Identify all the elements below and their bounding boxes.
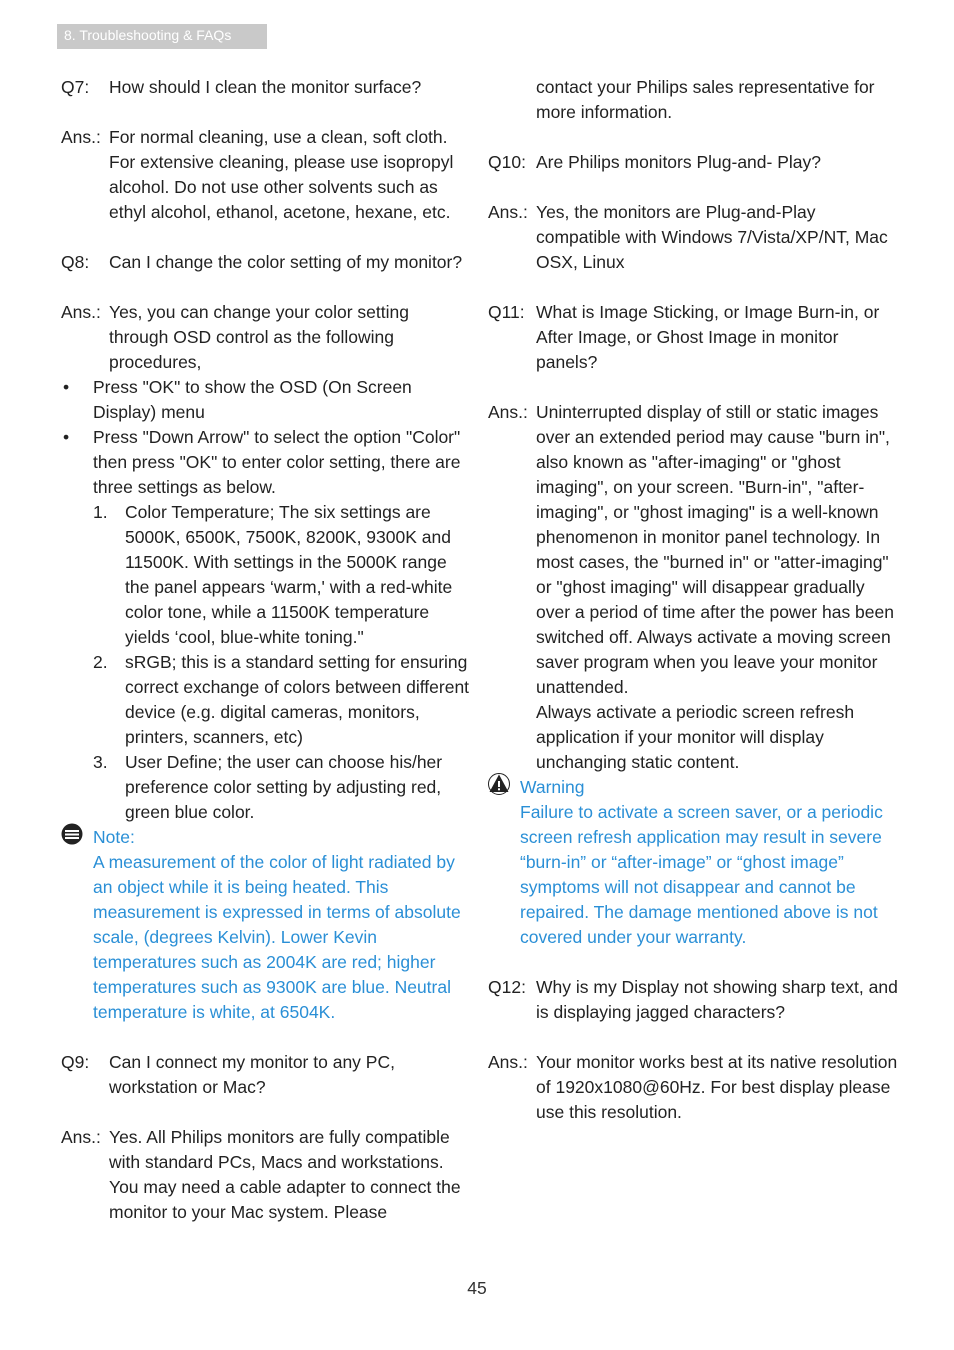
answer-text: Yes, the monitors are Plug-and-Play compatible with Windows 7/Vista/XP/NT, Mac OSX, Linux — [536, 202, 888, 272]
numbered-item — [93, 500, 471, 650]
answer-q11 — [488, 400, 898, 775]
answer-label: Ans.: — [488, 1052, 528, 1072]
question-q8 — [61, 250, 471, 275]
answer-q8 — [61, 300, 471, 375]
answer-text: Your monitor works best at its native resolution of 1920x1080@60Hz. For best display please use this resolution. — [536, 1052, 898, 1122]
numbered-item — [93, 750, 471, 825]
answer-label: Ans.: — [488, 402, 528, 422]
item-text: Color Temperature; The six settings are 5000K, 6500K, 7500K, 8200K, 9300K and 11500K. With settings in the 5000K range the panel appears ‘warm,' with a red-white color tone, while a 11500K temperature yields ‘cool, blue-white toning." — [125, 502, 453, 647]
answer-q10 — [488, 200, 898, 275]
note-title: Note: — [93, 827, 135, 847]
answer-label: Ans.: — [488, 202, 528, 222]
question-text: Are Philips monitors Plug-and- Play? — [536, 152, 821, 172]
question-label: Q12: — [488, 977, 526, 997]
list-item — [61, 375, 471, 425]
warning-text: Failure to activate a screen saver, or a periodic screen refresh application may result in severe “burn-in” or “after-image” or “ghost image” symptoms will not disappear and cannot be repaired. The damage mentioned above is not covered under your warranty. — [520, 802, 883, 947]
left-column — [61, 75, 471, 1225]
answer-label: Ans.: — [61, 1127, 101, 1147]
question-text: Can I change the color setting of my monitor? — [109, 252, 463, 272]
answer-text: For normal cleaning, use a clean, soft cloth. For extensive cleaning, please use isopropyl alcohol. Do not use other solvents such as ethyl alcohol, ethanol, acetone, hexane, etc. — [109, 127, 454, 222]
bullet-dot: • — [63, 427, 70, 447]
question-label: Q11: — [488, 302, 525, 322]
item-text: User Define; the user can choose his/her preference color setting by adjusting red, green blue color. — [125, 752, 443, 822]
question-q11 — [488, 300, 898, 375]
question-label: Q7: — [61, 77, 90, 97]
answer-label: Ans.: — [61, 302, 101, 322]
section-header-tab: 8. Troubleshooting & FAQs — [57, 24, 267, 49]
page-number: 45 — [467, 1278, 487, 1298]
warning-icon — [488, 773, 510, 802]
item-text: sRGB; this is a standard setting for ensuring correct exchange of colors between different device (e.g. digital cameras, monitors, printers, scanners, etc) — [125, 652, 470, 747]
question-q9 — [61, 1050, 471, 1100]
answer-label: Ans.: — [61, 127, 101, 147]
answer-continuation: contact your Philips sales representative for more information. — [536, 77, 875, 122]
bullet-dot: • — [63, 377, 70, 397]
answer-q12 — [488, 1050, 898, 1125]
question-text: Why is my Display not showing sharp text, and is displaying jagged characters? — [536, 977, 898, 1022]
item-number: 3. — [93, 752, 108, 772]
bullet-text: Press "Down Arrow" to select the option "Color" then press "OK" to enter color setting, there are three settings as below. — [93, 427, 461, 497]
answer-paragraph: Uninterrupted display of still or static images over an extended period may cause "burn in", also known as "after-imaging" or "ghost imaging", on your screen. "Burn-in", "after-imaging", or "ghost imaging" is a well-known phenomenon in monitor panel technology. In most cases, the "burned in" or "atter-imaging" or "ghost imaging" will disappear gradually over a period of time after the power has been switched off. Always activate a moving screen saver program when you leave your monitor unattended. — [536, 402, 894, 697]
answer-q7 — [61, 125, 471, 225]
warning-title: Warning — [520, 777, 585, 797]
item-number: 2. — [93, 652, 108, 672]
answer-text: Yes, you can change your color setting through OSD control as the following procedures, — [109, 302, 409, 372]
numbered-item — [93, 650, 471, 750]
list-item — [61, 425, 471, 500]
question-label: Q8: — [61, 252, 90, 272]
note-icon — [61, 823, 83, 852]
item-number: 1. — [93, 502, 108, 522]
question-q10 — [488, 150, 898, 175]
question-text: How should I clean the monitor surface? — [109, 77, 422, 97]
answer-text: Yes. All Philips monitors are fully compatible with standard PCs, Macs and workstations. You may need a cable adapter to connect the monitor to your Mac system. Please — [109, 1127, 461, 1222]
question-label: Q9: — [61, 1052, 90, 1072]
answer-paragraph: Always activate a periodic screen refresh application if your monitor will display unchanging static content. — [536, 702, 855, 772]
question-label: Q10: — [488, 152, 526, 172]
question-q7 — [61, 75, 471, 100]
bullet-text: Press "OK" to show the OSD (On Screen Display) menu — [93, 377, 412, 422]
answer-text — [536, 400, 898, 775]
warning-heading — [488, 775, 898, 800]
note-heading — [61, 825, 471, 850]
question-text: What is Image Sticking, or Image Burn-in, or After Image, or Ghost Image in monitor panels? — [536, 302, 880, 372]
answer-q9 — [61, 1125, 471, 1225]
right-column — [488, 75, 898, 1125]
question-text: Can I connect my monitor to any PC, workstation or Mac? — [109, 1052, 395, 1097]
note-text: A measurement of the color of light radiated by an object while it is being heated. This measurement is expressed in terms of absolute scale, (degrees Kelvin). Lower Kevin temperatures such as 2004K are red; higher temperatures such as 9300K are blue. Neutral temperature is white, at 6504K. — [93, 852, 461, 1022]
question-q12 — [488, 975, 898, 1025]
